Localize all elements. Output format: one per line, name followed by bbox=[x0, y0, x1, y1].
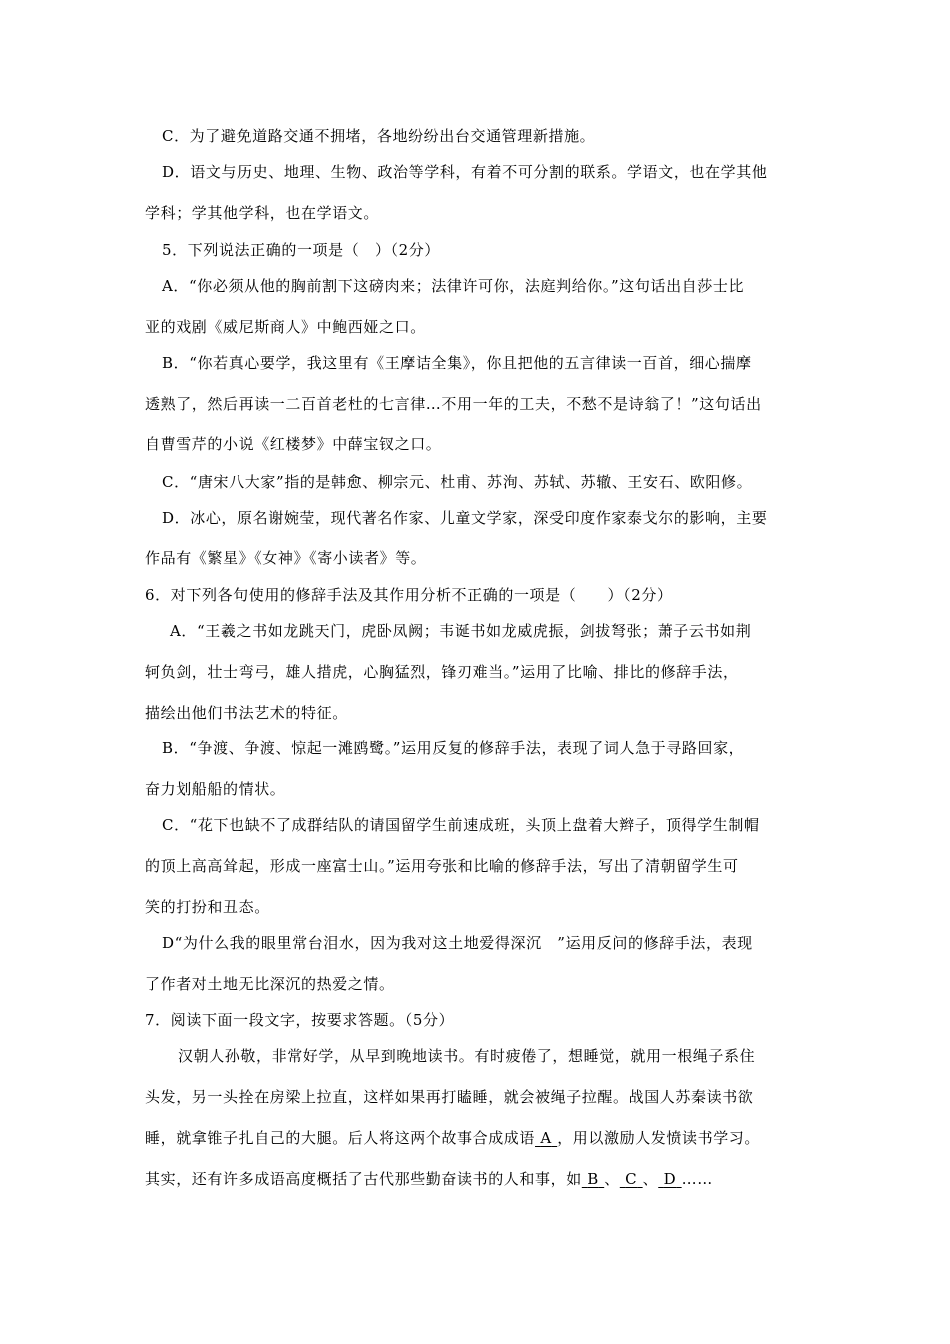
option-d-q4-line1: D．语文与历史、地理、生物、政治等学科，有着不可分割的联系。学语文，也在学其他 bbox=[162, 163, 768, 181]
passage-line3-text-after: ，用以激励人发愤读书学习。 bbox=[557, 1129, 761, 1147]
separator-2: 、 bbox=[642, 1170, 659, 1188]
option-c-q6-line3: 笑的打扮和丑态。 bbox=[145, 898, 270, 916]
option-d-q5-line2: 作品有《繁星》《女神》《寄小读者》等。 bbox=[145, 549, 427, 567]
blank-a-label: A bbox=[540, 1129, 552, 1147]
option-a-q5-line1: A．“你必须从他的胸前割下这磅肉来；法律许可你，法庭判给你。”这句话出自莎士比 bbox=[162, 277, 745, 295]
separator-1: 、 bbox=[604, 1170, 620, 1188]
option-b-q5-line2: 透熟了，然后再读一二百首老杜的七言律…不用一年的工夫，不愁不是诗翁了！”这句话出 bbox=[145, 395, 762, 413]
option-b-q6-line1: B．“争渡、争渡、惊起一滩鸥鹭。”运用反复的修辞手法，表现了词人急于寻路回家， bbox=[162, 739, 745, 757]
question-6-title: 6．对下列各句使用的修辞手法及其作用分析不正确的一项是（ ）（2分） bbox=[145, 586, 673, 604]
passage-line1: 汉朝人孙敬，非常好学，从早到晚地读书。有时疲倦了，想睡觉，就用一根绳子系住 bbox=[178, 1047, 756, 1065]
option-b-q6-line2: 奋力划船船的情状。 bbox=[145, 780, 286, 798]
blank-d-label: D bbox=[663, 1170, 677, 1188]
option-d-q6-line2: 了作者对土地无比深沉的热爱之情。 bbox=[145, 975, 395, 993]
option-d-q6-line1: D“为什么我的眼里常台泪水，因为我对这土地爱得深沉 ”运用反问的修辞手法，表现 bbox=[162, 934, 753, 952]
option-a-q6-line3: 描绘出他们书法艺术的特征。 bbox=[145, 704, 348, 722]
option-b-q5-line1: B．“你若真心要学，我这里有《王摩诘全集》，你且把他的五言律读一百首，细心揣摩 bbox=[162, 354, 752, 372]
option-c-q5: C．“唐宋八大家”指的是韩愈、柳宗元、杜甫、苏洵、苏轼、苏辙、王安石、欧阳修。 bbox=[162, 473, 753, 491]
question-5-title: 5．下列说法正确的一项是（ ）（2分） bbox=[162, 241, 440, 259]
option-c-q6-line2: 的顶上高高耸起，形成一座富士山。”运用夸张和比喻的修辞手法，写出了清朝留学生可 bbox=[145, 857, 739, 875]
blank-b bbox=[582, 1170, 604, 1188]
question-7-title: 7．阅读下面一段文字，按要求答题。（5分） bbox=[145, 1011, 455, 1029]
passage-line3 bbox=[145, 1128, 760, 1148]
passage-line3-text-before: 睡，就拿锥子扎自己的大腿。后人将这两个故事合成成语 bbox=[145, 1129, 536, 1147]
option-d-q4-line2: 学科；学其他学科，也在学语文。 bbox=[145, 204, 380, 222]
option-c-q6-line1: C．“花下也缺不了成群结队的请国留学生前速成班，头顶上盘着大辫子，顶得学生制帽 bbox=[162, 816, 760, 834]
option-a-q6-line1: A．“王羲之书如龙跳天门，虎卧凤阙；韦诞书如龙威虎振，剑拔弩张；萧子云书如荆 bbox=[170, 622, 752, 640]
option-c-q4: C．为了避免道路交通不拥堵，各地纷纷出台交通管理新措施。 bbox=[162, 127, 596, 145]
passage-line4-text-before: 其实，还有许多成语高度概括了古代那些勤奋读书的人和事，如 bbox=[145, 1170, 582, 1188]
passage-line2: 头发，另一头拴在房梁上拉直，这样如果再打瞌睡，就会被绳子拉醒。战国人苏秦读书欲 bbox=[145, 1088, 754, 1106]
blank-b-label: B bbox=[587, 1170, 599, 1188]
option-a-q6-line2: 轲负剑，壮士弯弓，雄人措虎，心胸猛烈，锋刃难当。”运用了比喻、排比的修辞手法， bbox=[145, 663, 739, 681]
passage-line4 bbox=[145, 1169, 713, 1189]
option-b-q5-line3: 自曹雪芹的小说《红楼梦》中薛宝钗之口。 bbox=[145, 435, 442, 453]
option-a-q5-line2: 亚的戏剧《威尼斯商人》中鲍西娅之口。 bbox=[145, 318, 426, 336]
blank-c bbox=[620, 1170, 643, 1188]
blank-d bbox=[658, 1170, 681, 1188]
blank-c-label: C bbox=[625, 1170, 638, 1188]
option-d-q5-line1: D．冰心，原名谢婉莹，现代著名作家、儿童文学家，深受印度作家泰戈尔的影响，主要 bbox=[162, 509, 768, 527]
ellipsis: …… bbox=[681, 1170, 713, 1188]
blank-a bbox=[535, 1129, 557, 1147]
